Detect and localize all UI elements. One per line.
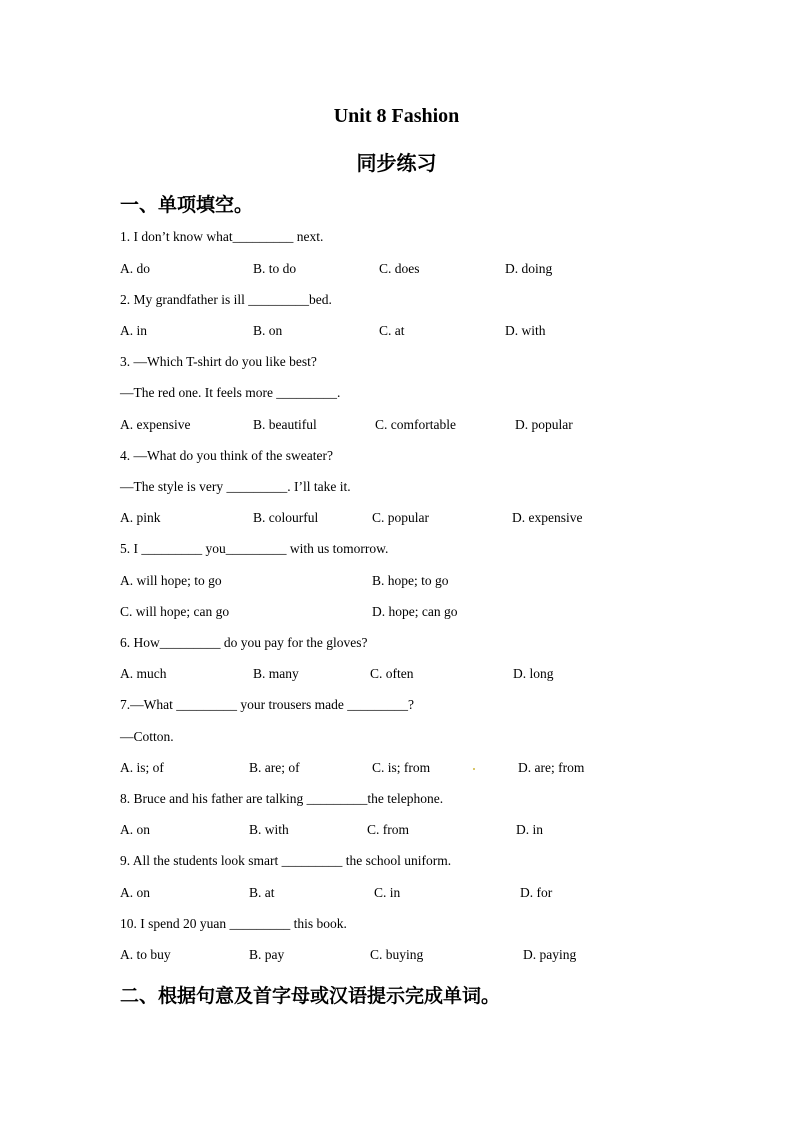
option-d: D. long (513, 666, 554, 681)
option-b: B. many (253, 666, 299, 681)
option-c: C. from (367, 822, 409, 837)
question-stem: 5. I _________ you_________ with us tomorrow. (120, 541, 389, 556)
question-stem-reply: —The style is very _________. I’ll take it. (120, 479, 351, 494)
option-b: B. beautiful (253, 417, 317, 432)
option-c: C. at (379, 323, 405, 338)
question-stem: 9. All the students look smart _________ the school uniform. (120, 853, 452, 868)
option-c: C. does (379, 261, 420, 276)
question-stem: 3. —Which T-shirt do you like best? (120, 354, 317, 369)
option-c: C. often (370, 666, 414, 681)
question-stem: 4. —What do you think of the sweater? (120, 448, 333, 463)
option-a: A. pink (120, 510, 161, 525)
option-a: A. on (120, 885, 150, 900)
section-heading-word-completion: 二、根据句意及首字母或汉语提示完成单词。 (120, 985, 501, 1007)
stray-mark (473, 768, 475, 770)
option-c: C. comfortable (375, 417, 456, 432)
question-stem: 6. How_________ do you pay for the gloves? (120, 635, 368, 650)
option-d: D. hope; can go (372, 604, 458, 619)
option-a: A. on (120, 822, 150, 837)
option-c: C. is; from (372, 760, 431, 775)
option-a: A. will hope; to go (120, 573, 222, 588)
option-b: B. on (253, 323, 283, 338)
option-d: D. doing (505, 261, 553, 276)
option-d: D. expensive (512, 510, 583, 525)
question-stem: 2. My grandfather is ill _________bed. (120, 292, 332, 307)
option-b: B. colourful (253, 510, 319, 525)
option-c: C. will hope; can go (120, 604, 230, 619)
page-subtitle: 同步练习 (356, 153, 437, 175)
option-d: D. paying (523, 947, 577, 962)
question-stem-reply: —Cotton. (120, 729, 174, 744)
option-c: C. buying (370, 947, 424, 962)
option-d: D. for (520, 885, 553, 900)
question-stem: 8. Bruce and his father are talking _________the telephone. (120, 791, 444, 806)
option-b: B. are; of (249, 760, 300, 775)
option-b: B. to do (253, 261, 297, 276)
option-d: D. in (516, 822, 543, 837)
option-b: B. at (249, 885, 275, 900)
option-a: A. expensive (120, 417, 191, 432)
page-title: Unit 8 Fashion (333, 105, 460, 127)
option-c: C. in (374, 885, 401, 900)
option-a: A. do (120, 261, 150, 276)
section-heading-single-choice: 一、单项填空。 (120, 194, 254, 216)
question-stem-reply: —The red one. It feels more _________. (120, 385, 341, 400)
option-c: C. popular (372, 510, 429, 525)
option-a: A. is; of (120, 760, 164, 775)
option-d: D. popular (515, 417, 573, 432)
question-stem: 1. I don’t know what_________ next. (120, 229, 324, 244)
option-d: D. are; from (518, 760, 585, 775)
option-b: B. pay (249, 947, 285, 962)
option-a: A. much (120, 666, 167, 681)
option-d: D. with (505, 323, 546, 338)
option-a: A. in (120, 323, 147, 338)
option-a: A. to buy (120, 947, 171, 962)
option-b: B. with (249, 822, 289, 837)
question-stem: 10. I spend 20 yuan _________ this book. (120, 916, 347, 931)
option-b: B. hope; to go (372, 573, 449, 588)
question-stem: 7.—What _________ your trousers made _________? (120, 697, 414, 712)
